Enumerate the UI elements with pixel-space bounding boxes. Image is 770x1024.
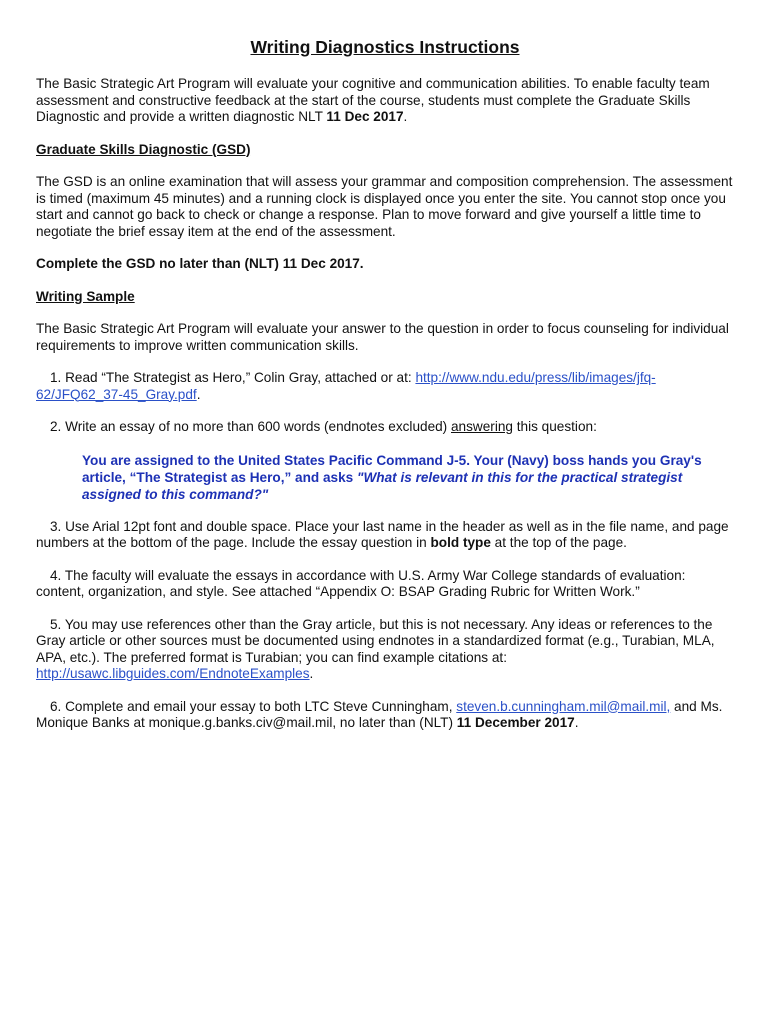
gsd-deadline: Complete the GSD no later than (NLT) 11 Dec 2017.: [36, 256, 364, 271]
item-5-text: 5. You may use references other than the Gray article, but this is not necessary. Any ideas or references to the Gray article or other sources must be documented using endnotes in a standardized format (e.g., Turabian, MLA, APA, etc.). The preferred format is Turabian; you can find example citations at:: [36, 616, 715, 665]
item-6-date: 11 December 2017: [456, 715, 575, 730]
item-6-text: 6. Complete and email your essay to both LTC Steve Cunningham,: [50, 698, 457, 714]
cunningham-email-link[interactable]: steven.b.cunningham.mil@mail.mil,: [456, 698, 671, 714]
instruction-item-2: [36, 419, 734, 436]
essay-question-italic: "What is relevant in this for the practical strategist assigned to this command?": [82, 469, 683, 502]
endnote-examples-link[interactable]: http://usawc.libguides.com/EndnoteExamples: [36, 666, 310, 681]
essay-question-main: You are assigned to the United States Pacific Command J-5. Your (Navy) boss hands you Gray's article, “The Strategist as Hero,” and asks: [82, 452, 702, 485]
item-6-end: .: [574, 715, 579, 730]
writing-sample-heading: Writing Sample: [36, 288, 135, 304]
intro-text: The Basic Strategic Art Program will evaluate your cognitive and communication abilities. To enable faculty team assessment and constructive feedback at the start of the course, students must complete the Graduate Skills Diagnostic and provide a written diagnostic NLT: [36, 76, 710, 124]
item-5-end: .: [309, 666, 314, 681]
item-1-end: .: [196, 386, 201, 402]
instruction-item-1: [36, 370, 734, 403]
intro-paragraph: [36, 76, 734, 126]
intro-end: .: [403, 109, 408, 124]
item-3-end: at the top of the page.: [490, 535, 627, 550]
item-6-middle: and Ms. Monique Banks at monique.g.banks.civ@mail.mil, no later than (NLT): [36, 698, 723, 730]
gsd-body: The GSD is an online examination that will assess your grammar and composition comprehension. The assessment is timed (maximum 45 minutes) and a running clock is displayed once you enter the site. You cannot stop once you start and cannot go back to check or change a response. Plan to move forward and give yourself a little time to negotiate the brief essay item at the end of the assessment.: [36, 174, 733, 239]
item-4-text: 4. The faculty will evaluate the essays in accordance with U.S. Army War College standards of evaluation: content, organization, and style. See attached “Appendix O: BSAP Grading Rubric for Written Work.”: [36, 567, 686, 599]
document-body: [36, 36, 734, 748]
item-2-text: 2. Write an essay of no more than 600 words (endnotes excluded): [50, 419, 451, 434]
item-3-bold: bold type: [430, 535, 491, 550]
item-2-underlined: answering: [451, 419, 513, 434]
intro-deadline-date: 11 Dec 2017: [326, 109, 404, 124]
item-1-text: 1. Read “The Strategist as Hero,” Colin Gray, attached or at:: [50, 370, 416, 385]
item-3-text: 3. Use Arial 12pt font and double space. Place your last name in the header as well as in the file name, and page numbers at the bottom of the page. Include the essay question in: [36, 518, 729, 550]
gray-article-link[interactable]: http://www.ndu.edu/press/lib/images/jfq-62/JFQ62_37-45_Gray.pdf: [36, 370, 656, 402]
writing-sample-intro: The Basic Strategic Art Program will evaluate your answer to the question in order to focus counseling for individual requirements to improve written communication skills.: [36, 321, 729, 353]
document-title: Writing Diagnostics Instructions: [250, 37, 520, 57]
essay-question: [82, 452, 724, 503]
instruction-item-6: [36, 699, 734, 732]
instruction-item-3: [36, 519, 734, 552]
instruction-item-4: [36, 568, 734, 601]
instruction-item-5: [36, 617, 734, 683]
item-2-end: this question:: [512, 419, 597, 434]
gsd-heading: Graduate Skills Diagnostic (GSD): [36, 141, 251, 157]
